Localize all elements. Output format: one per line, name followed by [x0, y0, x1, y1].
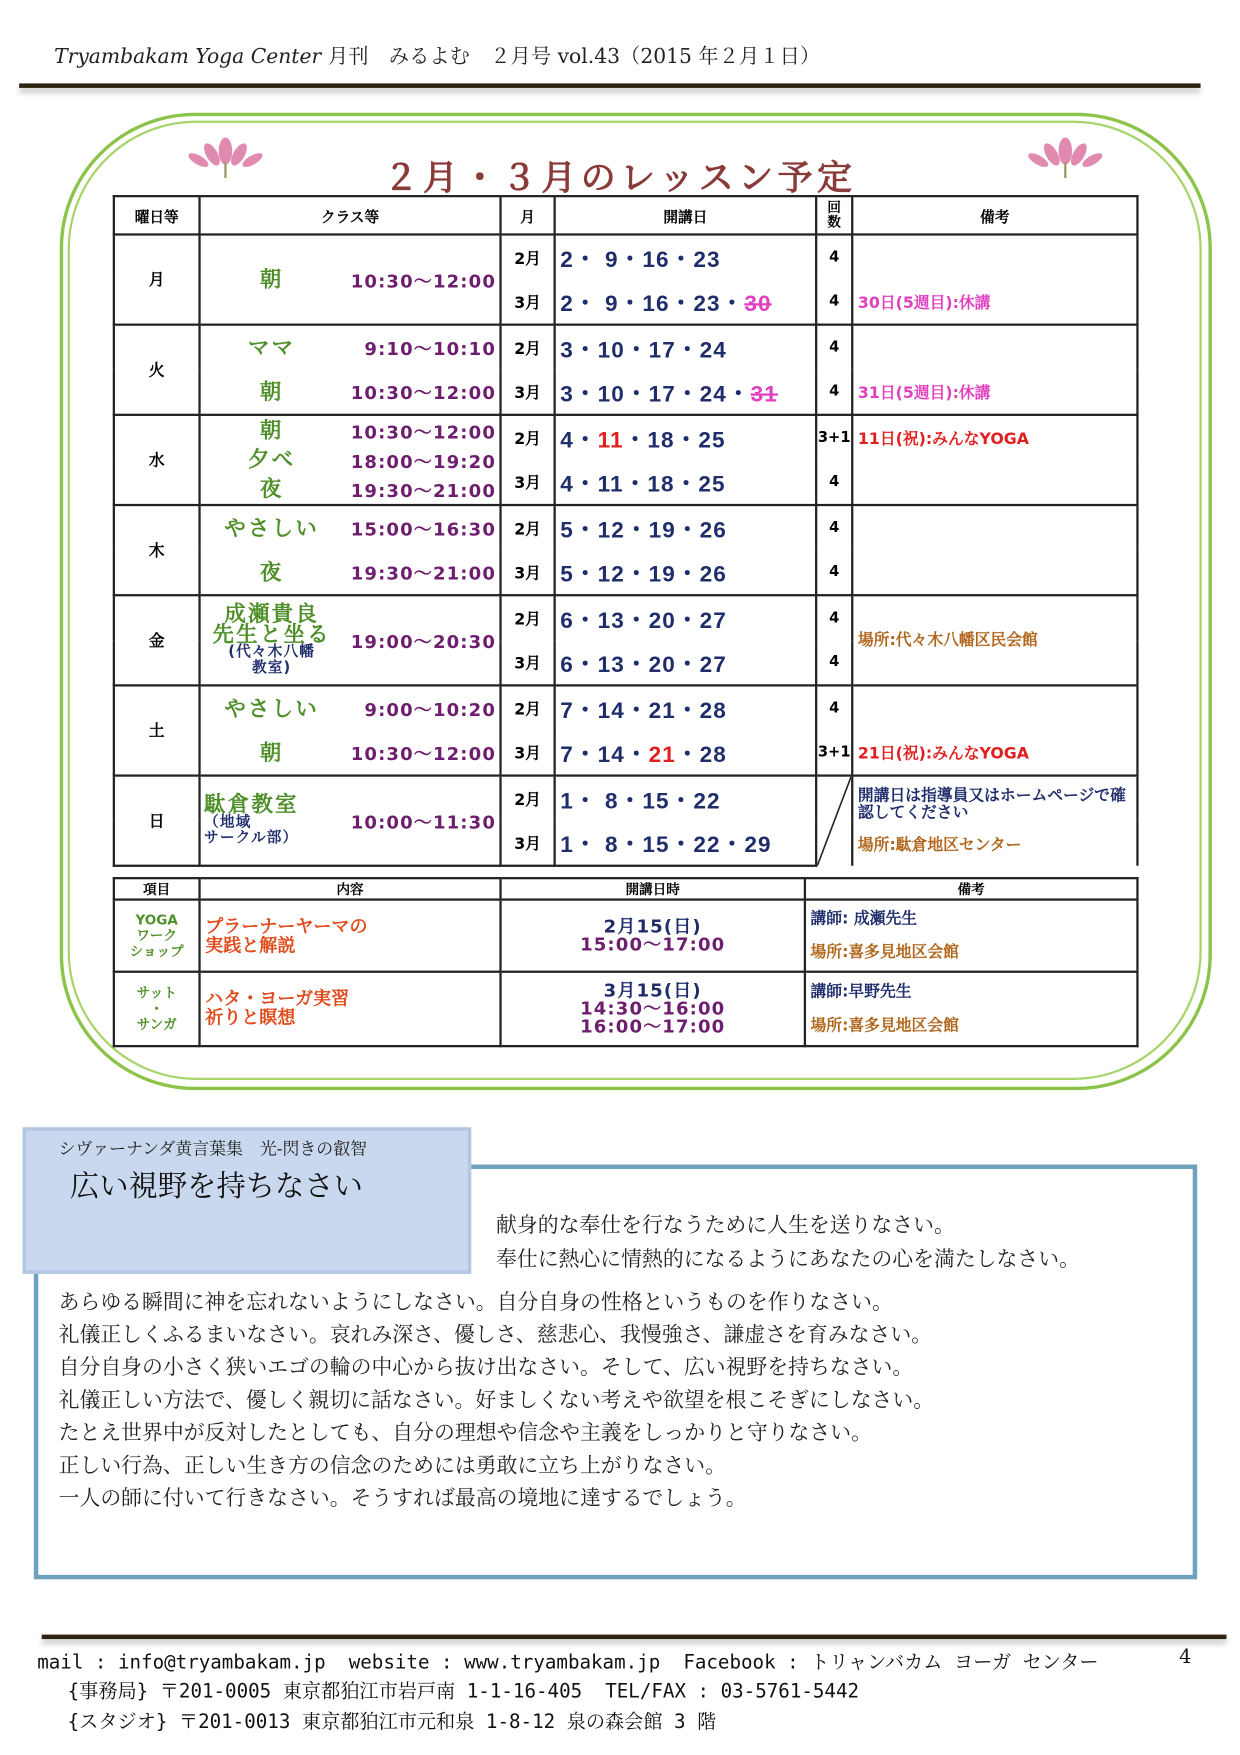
month-cell: 3月	[501, 821, 555, 866]
date-segment: 2・ 9・16・23・	[560, 291, 745, 317]
quote-line: 礼儀正しくふるまいなさい。哀れみ深さ、優しさ、慈悲心、我慢強さ、謙虚さを育みなさい。	[58, 1323, 933, 1348]
remarks-cell	[852, 595, 1137, 685]
class-list	[201, 506, 500, 594]
workshop-kind: YOGA ワーク ショップ	[114, 900, 200, 972]
dates-cell	[555, 280, 817, 325]
class-name-text: 朝	[259, 379, 284, 405]
workshop-content: プラーナーヤーマの 実践と解説	[200, 900, 501, 972]
schedule-row	[114, 325, 1138, 370]
class-name	[204, 696, 339, 721]
issue-info: 月刊 みるよむ ２月号 vol.43（2015 年２月１日）	[327, 45, 821, 69]
col-header-class: クラス等	[200, 196, 501, 234]
schedule-row	[114, 595, 1138, 640]
month-cell: 3月	[501, 730, 555, 775]
class-time: 10:30〜12:00	[350, 421, 497, 443]
class-time: 9:00〜10:20	[364, 698, 497, 721]
class-time: 19:30〜21:00	[350, 562, 497, 584]
count-cell: 4	[816, 325, 852, 370]
ws-header-datetime: 開講日時	[501, 878, 805, 899]
class-item	[204, 559, 496, 585]
quote-line: たとえ世界中が反対したとしても、自分の理想や信念や主義をしっかりと守りなさい。	[58, 1421, 872, 1446]
workshop-remarks: 講師: 成瀬先生 場所:喜多見地区会館	[805, 900, 1138, 972]
class-name	[204, 515, 339, 541]
remarks-cell	[852, 234, 1137, 279]
class-name	[204, 379, 339, 405]
dates-cell	[555, 821, 817, 866]
class-cell	[200, 234, 501, 324]
class-list	[201, 687, 500, 775]
class-item	[204, 418, 496, 444]
dates-cell	[555, 595, 817, 640]
class-name-text: 朝	[259, 267, 284, 292]
month-cell: 2月	[501, 325, 555, 370]
class-time: 10:30〜12:00	[350, 742, 497, 765]
workshop-row	[114, 972, 1138, 1046]
class-name	[204, 601, 339, 677]
dates-cell	[555, 505, 817, 550]
remarks-cell: 21日(祝):みんなYOGA	[852, 730, 1137, 775]
class-time: 10:30〜12:00	[350, 269, 497, 292]
header-rule	[19, 83, 1200, 88]
footer-contact: mail : info@tryambakam.jp website : www.tryambakam.jp Facebook : トリャンバカム ヨーガ センター	[37, 1651, 1099, 1675]
month-cell: 2月	[501, 595, 555, 640]
dates-cell	[555, 370, 817, 415]
class-location: （地域 サークル部）	[204, 813, 299, 847]
class-time: 10:30〜12:00	[350, 382, 497, 404]
date-segment: 21	[648, 742, 676, 768]
quote-line: 自分自身の小さく狭いエゴの輪の中心から抜け出なさい。そして、広い視野を持ちなさい。	[58, 1356, 914, 1380]
schedule-row	[114, 234, 1138, 279]
remarks-cell	[852, 550, 1137, 595]
class-name	[204, 418, 339, 444]
dates-cell	[555, 640, 817, 685]
class-name	[204, 335, 339, 361]
class-item	[204, 740, 496, 766]
date-segment: 6・13・20・27	[560, 608, 727, 634]
count-cell: 4	[816, 595, 852, 640]
day-cell: 日	[114, 776, 200, 866]
date-segment: 5・12・19・26	[560, 518, 727, 544]
workshop-datetime: 2月15(日) 15:00〜17:00	[501, 900, 805, 972]
month-cell: 3月	[501, 460, 555, 505]
dates-cell	[555, 685, 817, 730]
date-segment: 3・10・17・24	[560, 338, 727, 363]
class-list	[201, 326, 500, 414]
remarks-cell	[852, 685, 1137, 730]
class-name	[204, 792, 339, 847]
class-name-text: 夕べ	[247, 447, 296, 473]
class-list	[201, 236, 500, 324]
remarks-cell	[852, 505, 1137, 550]
class-time: 9:10〜10:10	[364, 338, 497, 360]
month-cell: 3月	[501, 640, 555, 685]
day-cell: 水	[114, 415, 200, 505]
class-time: 10:00〜11:30	[350, 811, 497, 833]
month-cell: 3月	[501, 280, 555, 325]
count-cell: 4	[816, 640, 852, 685]
class-item	[204, 447, 496, 473]
dates-cell	[555, 325, 817, 370]
month-cell: 2月	[501, 776, 555, 821]
date-segment: 2・ 9・16・23	[560, 248, 721, 273]
count-cell: 4	[816, 460, 852, 505]
dates-cell	[555, 460, 817, 505]
date-segment: 11	[597, 428, 624, 454]
quote-heading: 広い視野を持ちなさい	[69, 1170, 364, 1204]
ws-header-content: 内容	[200, 878, 501, 899]
schedule-row	[114, 505, 1138, 550]
date-segment: 5・12・19・26	[560, 562, 727, 588]
dates-cell	[555, 550, 817, 595]
class-item	[204, 792, 497, 847]
class-cell	[200, 595, 501, 685]
col-header-remarks: 備考	[852, 196, 1137, 234]
col-header-dates: 開講日	[555, 196, 817, 234]
class-name-text: ママ	[247, 335, 296, 361]
class-name	[204, 740, 339, 765]
page-header	[54, 41, 820, 70]
class-list	[201, 416, 500, 504]
col-header-month: 月	[501, 196, 555, 234]
quote-source: シヴァーナンダ黄言葉集 光-閃きの叡智	[58, 1138, 368, 1159]
class-item	[204, 696, 496, 722]
class-name-text: 駄倉教室	[204, 792, 299, 818]
class-time: 15:00〜16:30	[350, 518, 497, 540]
class-name	[204, 267, 339, 292]
footer-rule	[42, 1635, 1227, 1640]
date-segment: 6・13・20・27	[560, 652, 727, 678]
month-cell: 2月	[501, 234, 555, 279]
class-cell	[200, 685, 501, 775]
workshop-row	[114, 900, 1138, 972]
date-segment: ・28	[675, 742, 727, 768]
remarks-cell	[852, 776, 1137, 866]
count-cell: 3+1	[816, 730, 852, 775]
date-segment: 30	[744, 291, 772, 317]
class-cell	[200, 325, 501, 415]
class-name	[204, 447, 339, 473]
quote-line: 一人の師に付いて行きなさい。そうすれば最高の境地に達するでしょう。	[58, 1486, 747, 1511]
quote-line: 礼儀正しい方法で、優しく親切に話なさい。好ましくない考えや欲望を根こそぎにしなさい。	[58, 1388, 935, 1413]
count-cell	[816, 776, 852, 866]
remark-text: 場所:駄倉地区センター	[857, 836, 1022, 855]
date-segment: ・18・25	[623, 428, 726, 454]
date-segment: 3・10・17・24・	[560, 382, 751, 407]
day-cell: 金	[114, 595, 200, 685]
schedule-row	[114, 685, 1138, 730]
date-segment: 1・ 8・15・22・29	[560, 833, 772, 858]
class-time: 18:00〜19:20	[350, 450, 497, 472]
schedule-row	[114, 776, 1138, 821]
workshop-kind: サット ・ サンガ	[114, 972, 200, 1046]
class-time: 19:00〜20:30	[350, 630, 497, 653]
class-name	[204, 476, 339, 502]
count-cell: 3+1	[816, 415, 852, 460]
month-cell: 3月	[501, 370, 555, 415]
class-item	[204, 335, 496, 361]
dates-cell	[555, 234, 817, 279]
class-name-text: 夜	[259, 476, 284, 502]
date-segment: 7・14・21・28	[560, 698, 727, 724]
class-location: (代々木八幡 教室)	[228, 643, 316, 677]
class-cell	[200, 505, 501, 595]
day-cell: 火	[114, 325, 200, 415]
count-cell: 4	[816, 234, 852, 279]
date-segment: 1・ 8・15・22	[560, 789, 721, 814]
footer-office-address: {事務局} 〒201-0005 東京都狛江市岩戸南 1-1-16-405 TEL/FAX : 03-5761-5442	[67, 1680, 860, 1704]
month-cell: 2月	[501, 505, 555, 550]
remarks-cell: 11日(祝):みんなYOGA	[852, 415, 1137, 460]
quote-line: 正しい行為、正しい生き方の信念のためには勇敢に立ち上がりなさい。	[58, 1454, 726, 1478]
class-item	[204, 267, 496, 293]
class-list	[201, 596, 500, 684]
dates-cell	[555, 776, 817, 821]
page-number: 4	[1179, 1645, 1192, 1669]
class-name-text: 夜	[259, 559, 284, 585]
day-cell: 月	[114, 234, 200, 324]
date-segment: 31	[750, 382, 778, 407]
remarks-cell	[852, 325, 1137, 370]
class-item	[204, 379, 496, 405]
quote-line: 献身的な奉仕を行なうために人生を送りなさい。	[496, 1214, 955, 1238]
diagonal-line-icon	[817, 777, 851, 866]
date-segment: 4・	[560, 428, 598, 454]
remark-text: 開講日は指導員又はホームページで確認してください	[857, 786, 1126, 822]
class-item	[204, 601, 497, 677]
month-cell: 3月	[501, 550, 555, 595]
workshop-remarks: 講師:早野先生 場所:喜多見地区会館	[805, 972, 1138, 1046]
remarks-cell	[852, 460, 1137, 505]
class-time: 19:30〜21:00	[350, 479, 497, 502]
col-header-count: 回数	[816, 196, 852, 234]
quote-line: 奉仕に熱心に情熱的になるようにあなたの心を満たしなさい。	[496, 1247, 1080, 1272]
class-name-text: やさしい	[224, 515, 320, 541]
brand-name: Tryambakam Yoga Center	[54, 45, 322, 69]
count-cell: 4	[816, 505, 852, 550]
class-list	[201, 777, 500, 865]
class-name-text: やさしい	[224, 696, 320, 721]
count-cell: 4	[816, 280, 852, 325]
class-name-text: 朝	[259, 418, 284, 444]
dates-cell	[555, 415, 817, 460]
footer-studio-address: {スタジオ} 〒201-0013 東京都狛江市元和泉 1-8-12 泉の森会館 3 階	[67, 1711, 717, 1734]
workshop-table	[113, 877, 1139, 1047]
class-name-text: 成瀬貴良 先生と坐る	[212, 601, 331, 648]
count-cell: 4	[816, 370, 852, 415]
day-cell: 土	[114, 685, 200, 775]
col-header-day: 曜日等	[114, 196, 200, 234]
month-cell: 2月	[501, 415, 555, 460]
date-segment: 7・14・	[560, 742, 649, 768]
class-cell	[200, 776, 501, 866]
schedule-row	[114, 415, 1138, 460]
dates-cell	[555, 730, 817, 775]
count-cell: 4	[816, 685, 852, 730]
remarks-cell: 30日(5週目):休講	[852, 280, 1137, 325]
month-cell: 2月	[501, 685, 555, 730]
class-name	[204, 559, 339, 585]
workshop-content: ハタ・ヨーガ実習 祈りと瞑想	[200, 972, 501, 1046]
workshop-datetime: 3月15(日) 14:30〜16:00 16:00〜17:00	[501, 972, 805, 1046]
class-item	[204, 476, 496, 502]
count-cell: 4	[816, 550, 852, 595]
date-segment: 4・11・18・25	[560, 472, 726, 498]
ws-header-remarks: 備考	[805, 878, 1138, 899]
day-cell: 木	[114, 505, 200, 595]
quote-line: あらゆる瞬間に神を忘れないようにしなさい。自分自身の性格というものを作りなさい。	[58, 1290, 893, 1315]
ws-header-item: 項目	[114, 878, 200, 899]
class-item	[204, 515, 496, 541]
class-cell	[200, 415, 501, 505]
remarks-cell: 31日(5週目):休講	[852, 370, 1137, 415]
class-name-text: 朝	[259, 740, 284, 765]
remark-text: 場所:代々木八幡区民会館	[857, 630, 1038, 649]
lesson-schedule-table	[113, 195, 1139, 867]
schedule-title: ２月・３月のレッスン予定	[383, 157, 857, 199]
